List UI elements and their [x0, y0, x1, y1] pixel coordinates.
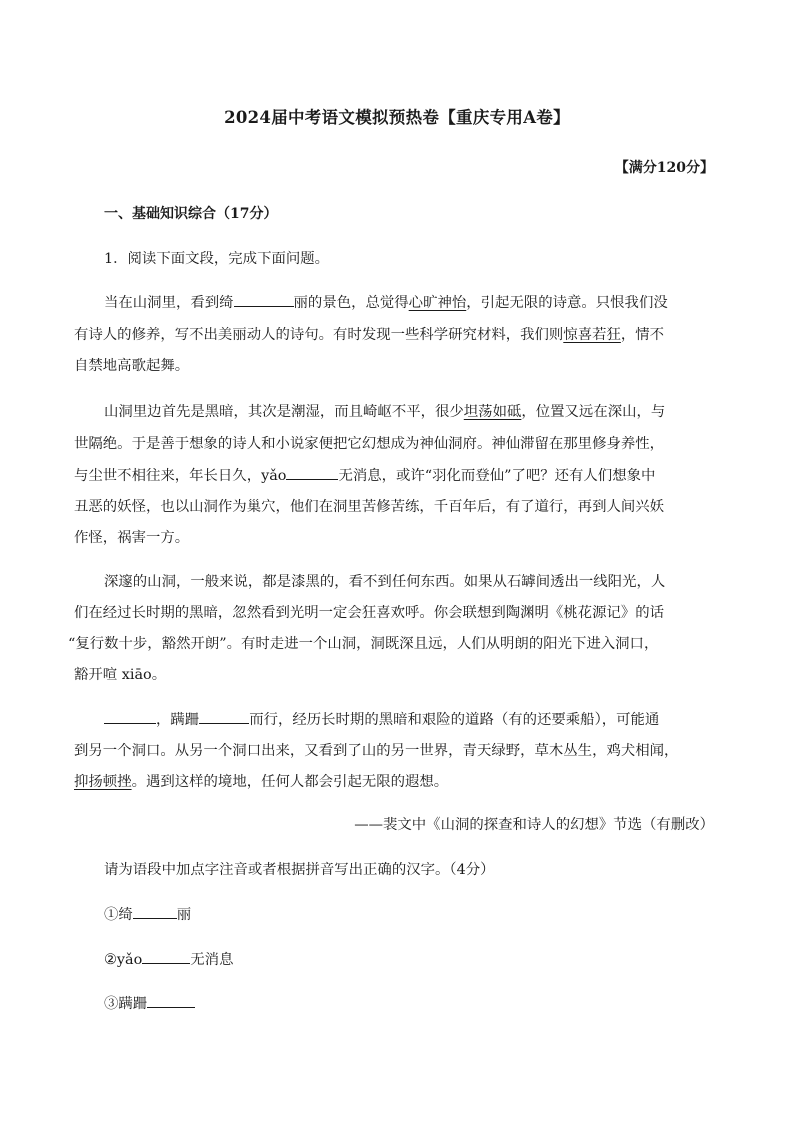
instruction: 请为语段中加点字注音或者根据拼音写出正确的汉字。（4分） [104, 862, 495, 878]
p3-line3: “复行数十步，豁然开朗”。有时走进一个山洞，洞既深且远，人们从明朗的阳光下进入洞口， [68, 636, 659, 652]
p2-line3: 与尘世不相往来，年长日久，yǎo 无消息，或许“羽化而登仙”了吧？还有人们想象中 [74, 464, 655, 485]
p3-line2: 们在经过长时期的黑暗，忽然看到光明一定会狂喜欢呼。你会联想到陶渊明《桃花源记》的话 [74, 605, 665, 621]
section-heading: 一、基础知识综合（17分） [104, 206, 278, 222]
p2-line4: 丑恶的妖怪，也以山洞作为巢穴，他们在洞里苦修苦练，千百年后，有了道行，再到人间兴妖 [74, 499, 665, 515]
score-label: 【满分120分】 [614, 160, 714, 176]
p4-line1: ，蹒跚 而行，经历长时期的黑暗和艰险的道路（有的还要乘船），可能通 [104, 708, 659, 729]
answer-blank [234, 292, 294, 307]
p1-line1: 当在山洞里，看到绮 丽的景色，总觉得心旷神怡，引起无限的诗意。只恨我们没 [104, 291, 668, 312]
p1-line3: 自禁地高歌起舞。 [74, 358, 190, 374]
p2-line1: 山洞里边首先是黑暗，其次是潮湿，而且崎岖不平，很少坦荡如砥，位置又远在深山，与 [104, 404, 666, 420]
underlined-phrase: 惊喜若狂 [563, 327, 621, 343]
underlined-phrase: 坦荡如砥 [463, 404, 522, 420]
p2-line5: 作怪，祸害一方。 [74, 530, 190, 546]
p4-line3: 抑扬顿挫。遇到这样的境地，任何人都会引起无限的遐想。 [74, 774, 449, 790]
answer-blank [133, 904, 177, 919]
p2-line2: 世隔绝。于是善于想象的诗人和小说家便把它幻想成为神仙洞府。神仙滞留在那里修身养性， [74, 436, 665, 452]
p1-line2: 有诗人的修养，写不出美丽动人的诗句。有时发现一些科学研究材料，我们则惊喜若狂，情不 [74, 327, 665, 343]
p3-line1: 深邃的山洞，一般来说，都是漆黑的，看不到任何东西。如果从石罅间透出一线阳光，人 [104, 574, 666, 590]
page-title: 2024届中考语文模拟预热卷【重庆专用A卷】 [224, 108, 570, 127]
answer-blank [104, 709, 156, 724]
underlined-phrase: 抑扬顿挫 [74, 774, 132, 790]
item-3: ③蹒跚 [104, 992, 195, 1013]
answer-blank [147, 993, 195, 1008]
answer-blank [199, 709, 249, 724]
source-citation: ——裴文中《山洞的探查和诗人的幻想》节选（有删改） [354, 817, 714, 833]
question-prompt: 1．阅读下面文段，完成下面问题。 [104, 251, 330, 267]
p3-line4: 豁开喧 xiāo。 [74, 667, 167, 683]
p4-line2: 到另一个洞口。从另一个洞口出来，又看到了山的另一世界，青天绿野，草木丛生，鸡犬相闻， [74, 743, 679, 759]
answer-blank [142, 949, 190, 964]
answer-blank [286, 465, 338, 480]
underlined-phrase: 心旷神怡 [408, 295, 467, 311]
item-1: ①绮 丽 [104, 903, 191, 924]
item-2: ②yǎo 无消息 [104, 948, 233, 969]
